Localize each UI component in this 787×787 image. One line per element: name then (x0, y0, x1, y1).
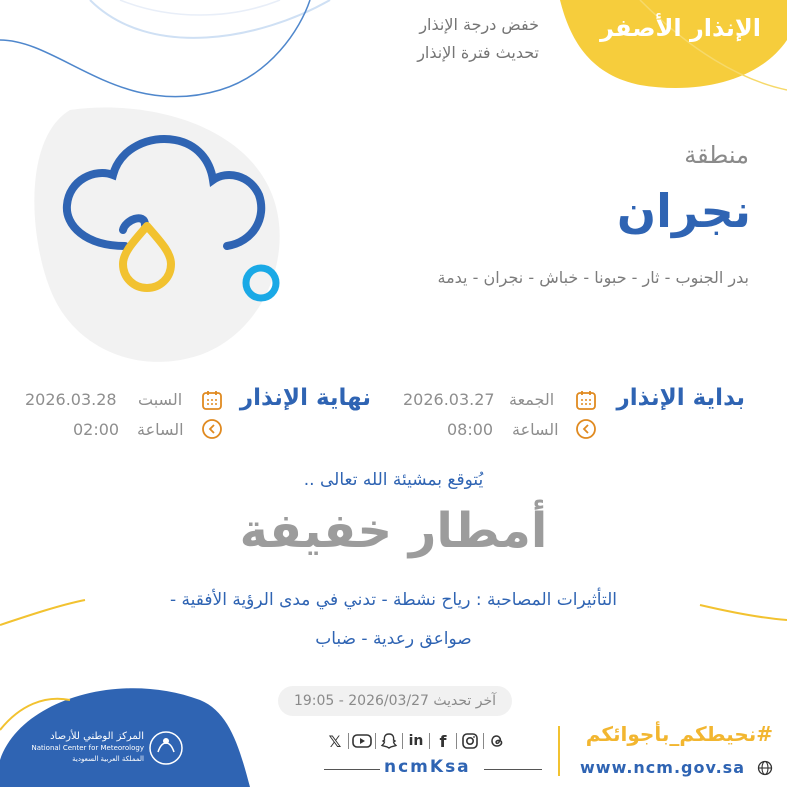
org-name-en: National Center for Meteorology (31, 744, 144, 752)
forecast-intro: يُتوقع بمشيئة الله تعالى .. (303, 470, 484, 490)
globe-icon (757, 760, 773, 776)
linkedin-icon[interactable]: in (408, 733, 424, 749)
forecast-main: أمطار خفيفة (239, 503, 548, 559)
region-areas: بدر الجنوب - ثار - حبونا - خباش - نجران - يدمة (437, 268, 749, 287)
divider (402, 733, 403, 749)
alert-level-title: الإنذار الأصفر (600, 14, 761, 42)
clock-chevron-icon (201, 418, 223, 440)
calendar-icon (575, 389, 597, 411)
handle-line-right (484, 769, 542, 770)
notice-period-update: تحديث فترة الإنذار (417, 43, 539, 62)
x-icon[interactable]: 𝕏 (328, 731, 342, 751)
start-day: الجمعة (509, 390, 555, 409)
social-links (324, 730, 508, 752)
end-day: السبت (138, 390, 183, 409)
handle-line-left (324, 769, 380, 770)
website-link[interactable]: www.ncm.gov.sa (580, 758, 745, 777)
forecast-impacts-line2: صواعق رعدية - ضباب (315, 629, 472, 649)
snapchat-icon[interactable] (378, 730, 400, 752)
region-name: نجران (616, 184, 751, 238)
last-update-badge: آخر تحديث 2026/03/27 - 19:05 (278, 686, 512, 716)
notice-downgrade: خفض درجة الإنذار (419, 15, 539, 34)
rain-cloud-icon (55, 130, 295, 310)
hashtag: #نحيطكم_بأجوائكم (585, 722, 773, 746)
divider (483, 733, 484, 749)
footer-divider (558, 726, 560, 776)
clock-chevron-icon (575, 418, 597, 440)
instagram-icon[interactable] (459, 730, 481, 752)
threads-icon[interactable] (486, 730, 508, 752)
end-date: 2026.03.28 (25, 390, 117, 409)
end-time-label: الساعة (137, 420, 184, 439)
start-title: بداية الإنذار (616, 385, 745, 411)
facebook-icon[interactable]: f (439, 731, 447, 751)
end-time: 02:00 (73, 420, 120, 439)
start-date: 2026.03.27 (403, 390, 495, 409)
youtube-icon[interactable] (351, 730, 373, 752)
divider (375, 733, 376, 749)
divider (429, 733, 430, 749)
region-label: منطقة (684, 141, 749, 169)
start-time-label: الساعة (512, 420, 559, 439)
start-time: 08:00 (447, 420, 494, 439)
divider (348, 733, 349, 749)
end-title: نهاية الإنذار (239, 385, 371, 411)
calendar-icon (201, 389, 223, 411)
divider (456, 733, 457, 749)
country-name-ar: المملكة العربية السعودية (72, 755, 144, 763)
forecast-impacts-line1: التأثيرات المصاحبة : رياح نشطة - تدني في مدى الرؤية الأفقية - (170, 590, 617, 610)
org-name-ar: المركز الوطني للأرصاد (50, 731, 144, 742)
social-handle[interactable]: ncmKsa (384, 757, 471, 777)
